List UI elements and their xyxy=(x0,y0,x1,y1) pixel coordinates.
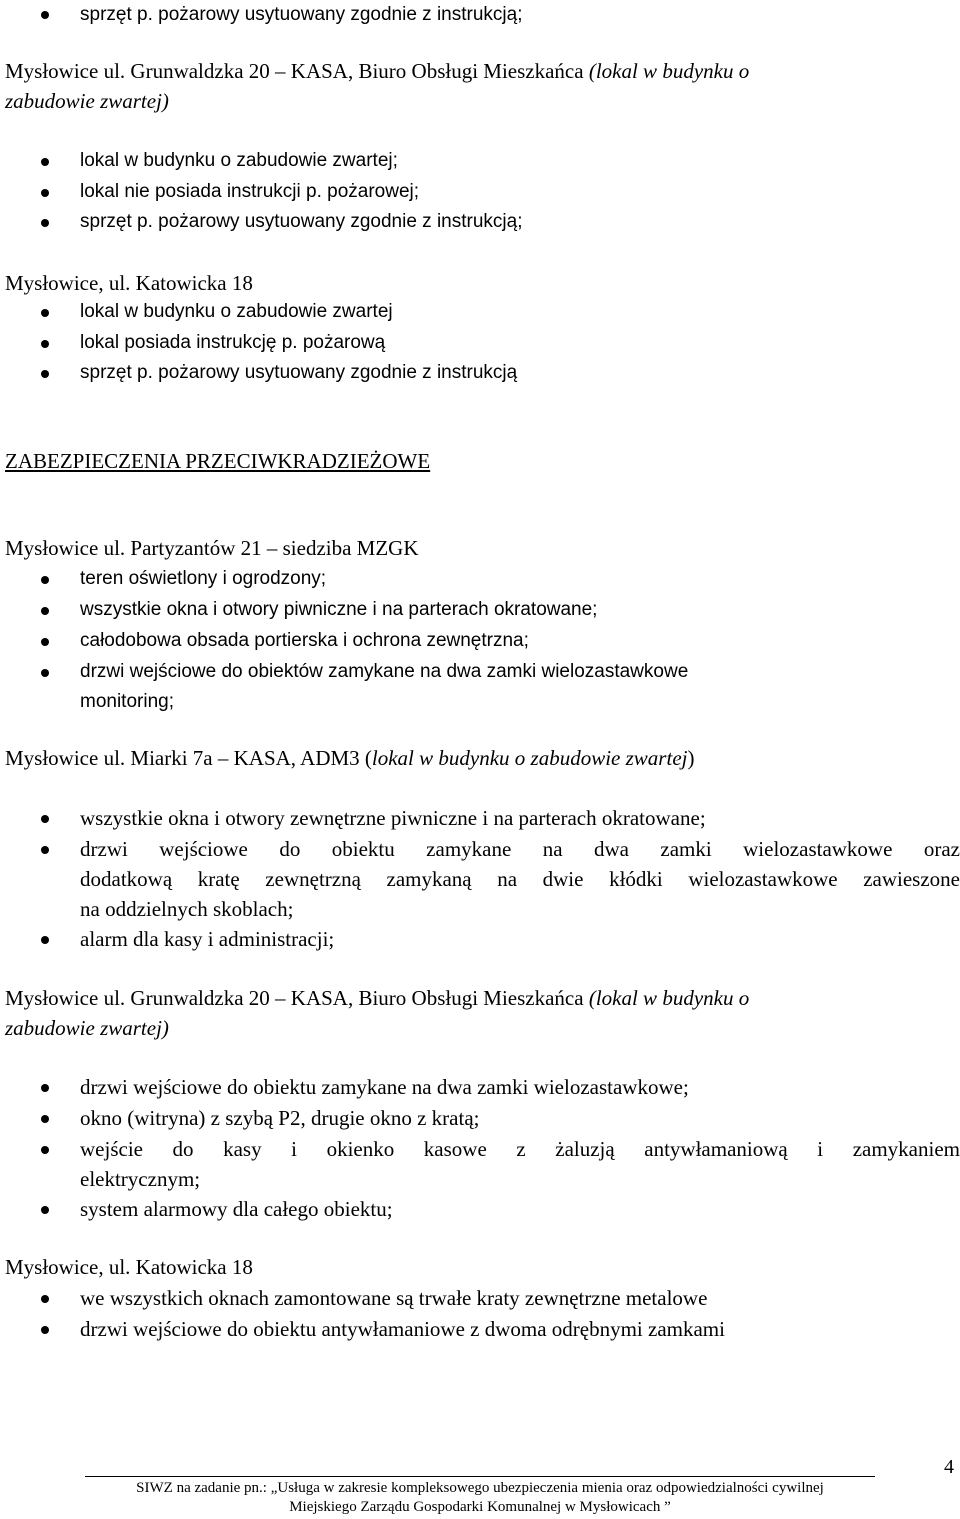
bullet-icon xyxy=(41,936,49,944)
section-heading-katowicka-fire: Mysłowice, ul. Katowicka 18 xyxy=(5,271,253,295)
heading-continuation: zabudowie zwartej) xyxy=(5,1016,169,1040)
section-heading-partyzantow: Mysłowice ul. Partyzantów 21 – siedziba MZGK xyxy=(5,536,419,560)
list-item: we wszystkich oknach zamontowane są trwałe kraty zewnętrzne metalowe xyxy=(80,1286,708,1310)
list-item: drzwi wejściowe do obiektu zamykane na dwa zamki wielozastawkowe; xyxy=(80,1075,689,1099)
bullet-icon xyxy=(41,340,49,348)
bullet-icon xyxy=(41,158,49,166)
list-item: okno (witryna) z szybą P2, drugie okno z kratą; xyxy=(80,1106,480,1130)
bullet-icon xyxy=(41,846,49,854)
bullet-icon xyxy=(41,370,49,378)
section-heading-katowicka-theft: Mysłowice, ul. Katowicka 18 xyxy=(5,1255,253,1279)
bullet-icon xyxy=(41,576,49,584)
bullet-icon xyxy=(41,1084,49,1092)
footer-text-line-1: SIWZ na zadanie pn.: „Usługa w zakresie kompleksowego ubezpieczenia mienia oraz odpowiedzialności cywilnej xyxy=(136,1480,824,1496)
bullet-icon xyxy=(41,1206,49,1214)
bullet-icon xyxy=(41,1115,49,1123)
bullet-icon xyxy=(41,638,49,646)
section-heading-miarki: Mysłowice ul. Miarki 7a – KASA, ADM3 (lokal w budynku o zabudowie zwartej) xyxy=(5,746,695,770)
list-item: drzwi wejściowe do obiektu antywłamaniowe z dwoma odrębnymi zamkami xyxy=(80,1317,725,1341)
list-item: drzwi wejściowe do obiektów zamykane na dwa zamki wielozastawkowe xyxy=(80,661,689,682)
footer-divider xyxy=(85,1476,875,1477)
heading-continuation: zabudowie zwartej) xyxy=(5,89,169,113)
section-title: ZABEZPIECZENIA PRZECIWKRADZIEŻOWE xyxy=(5,449,431,473)
list-item: lokal w budynku o zabudowie zwartej xyxy=(80,301,393,322)
bullet-icon xyxy=(41,815,49,823)
section-heading-grunwaldzka-fire: Mysłowice ul. Grunwaldzka 20 – KASA, Biuro Obsługi Mieszkańca (lokal w budynku o xyxy=(5,59,750,83)
list-item: drzwi wejściowe do obiektu zamykane na dwa zamki wielozastawkowe oraz xyxy=(80,837,960,861)
list-item: alarm dla kasy i administracji; xyxy=(80,927,335,951)
list-item-continuation: elektrycznym; xyxy=(80,1167,201,1191)
list-item: lokal nie posiada instrukcji p. pożarowej; xyxy=(80,181,420,202)
bullet-icon xyxy=(41,1295,49,1303)
bullet-icon xyxy=(41,11,49,19)
list-item: sprzęt p. pożarowy usytuowany zgodnie z instrukcją; xyxy=(80,4,523,25)
footer-text-line-2: Miejskiego Zarządu Gospodarki Komunalnej w Mysłowicach ” xyxy=(289,1499,671,1515)
bullet-icon xyxy=(41,219,49,227)
section-heading-grunwaldzka-theft: Mysłowice ul. Grunwaldzka 20 – KASA, Biuro Obsługi Mieszkańca (lokal w budynku o xyxy=(5,986,750,1010)
list-item-continuation: dodatkową kratę zewnętrzną zamykaną na dwie kłódki wielozastawkowe zawieszone xyxy=(80,867,960,891)
list-item: lokal w budynku o zabudowie zwartej; xyxy=(80,150,398,171)
list-item: system alarmowy dla całego obiektu; xyxy=(80,1197,393,1221)
bullet-icon xyxy=(41,1146,49,1154)
list-item: sprzęt p. pożarowy usytuowany zgodnie z instrukcją xyxy=(80,362,518,383)
list-item-continuation: monitoring; xyxy=(80,691,174,712)
bullet-icon xyxy=(41,189,49,197)
bullet-icon xyxy=(41,669,49,677)
bullet-icon xyxy=(41,1326,49,1334)
list-item-continuation: na oddzielnych skoblach; xyxy=(80,897,294,921)
list-item: sprzęt p. pożarowy usytuowany zgodnie z instrukcją; xyxy=(80,211,523,232)
list-item: teren oświetlony i ogrodzony; xyxy=(80,568,327,589)
bullet-icon xyxy=(41,309,49,317)
list-item: wszystkie okna i otwory zewnętrzne piwniczne i na parterach okratowane; xyxy=(80,806,706,830)
list-item: wejście do kasy i okienko kasowe z żaluzją antywłamaniową i zamykaniem xyxy=(80,1137,960,1161)
list-item: wszystkie okna i otwory piwniczne i na parterach okratowane; xyxy=(80,599,598,620)
list-item: lokal posiada instrukcję p. pożarową xyxy=(80,332,386,353)
page-number: 4 xyxy=(944,1456,954,1478)
list-item: całodobowa obsada portierska i ochrona zewnętrzna; xyxy=(80,630,529,651)
bullet-icon xyxy=(41,607,49,615)
